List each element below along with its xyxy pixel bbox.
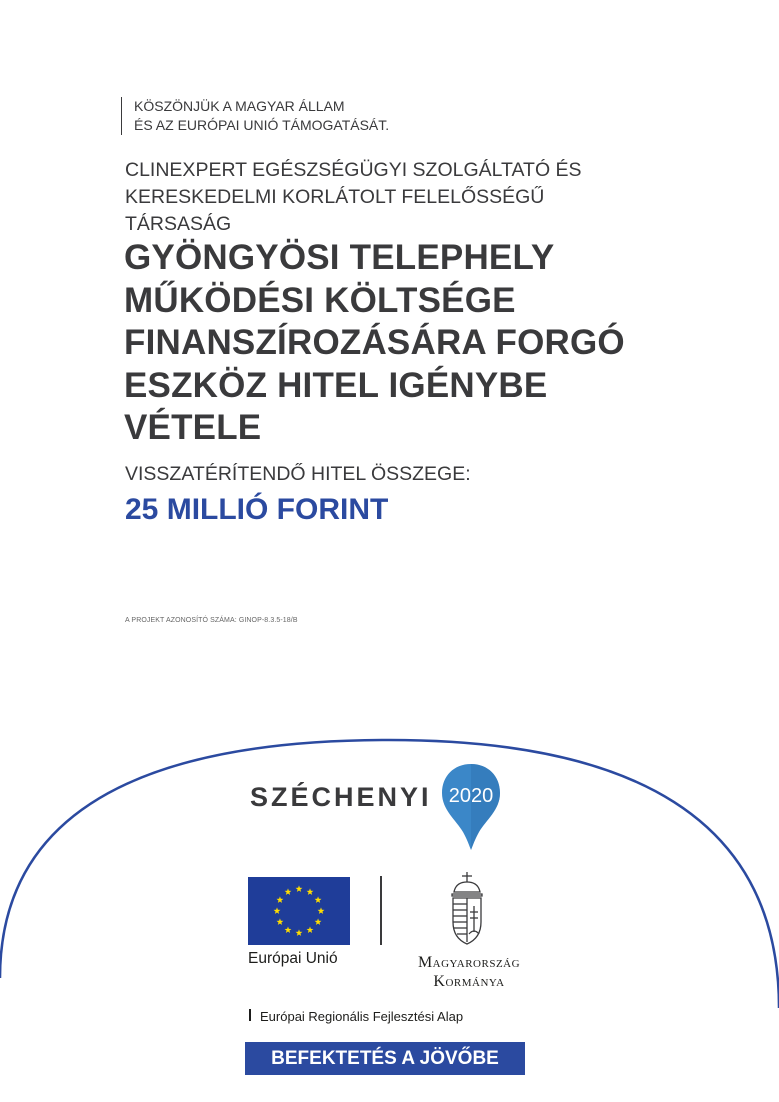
government-label-line-2: Kormánya	[433, 973, 505, 990]
project-id: A PROJEKT AZONOSÍTÓ SZÁMA: GINOP-8.3.5-18/B	[125, 617, 298, 624]
fund-marker	[249, 1009, 251, 1021]
szechenyi-year: 2020	[448, 785, 494, 807]
loan-amount-label: VISSZATÉRÍTENDŐ HITEL ÖSSZEGE:	[125, 463, 471, 485]
project-title-line: VÉTELE	[124, 408, 262, 447]
project-title-line: GYÖNGYÖSI TELEPHELY	[124, 238, 555, 277]
location-pin-icon	[440, 762, 502, 852]
loan-amount-value: 25 MILLIÓ FORINT	[125, 493, 389, 526]
thanks-line-1: KÖSZÖNJÜK A MAGYAR ÁLLAM	[134, 98, 345, 114]
project-title-line: ESZKÖZ HITEL IGÉNYBE	[124, 365, 548, 405]
szechenyi-logo-text: SZÉCHENYI	[250, 782, 432, 812]
logo-divider	[380, 876, 382, 945]
government-label-line-1: Magyarország	[417, 954, 521, 971]
government-label	[404, 953, 534, 991]
beneficiary-line: KERESKEDELMI KORLÁTOLT FELELŐSSÉGŰ	[125, 186, 545, 208]
thanks-line-2: ÉS AZ EURÓPAI UNIÓ TÁMOGATÁSÁT.	[134, 117, 390, 133]
project-title-line: MŰKÖDÉSI KÖLTSÉGE	[124, 280, 516, 320]
slogan-banner: BEFEKTETÉS A JÖVŐBE	[245, 1042, 525, 1075]
fund-name: Európai Regionális Fejlesztési Alap	[260, 1009, 464, 1024]
hungarian-coat-of-arms-icon	[446, 870, 488, 948]
eu-label: Európai Unió	[248, 950, 338, 967]
project-title-line: FINANSZÍROZÁSÁRA FORGÓ	[124, 323, 625, 362]
beneficiary-line: CLINEXPERT EGÉSZSÉGÜGYI SZOLGÁLTATÓ ÉS	[125, 159, 582, 181]
eu-flag-icon	[248, 877, 350, 945]
beneficiary-line: TÁRSASÁG	[125, 213, 232, 235]
